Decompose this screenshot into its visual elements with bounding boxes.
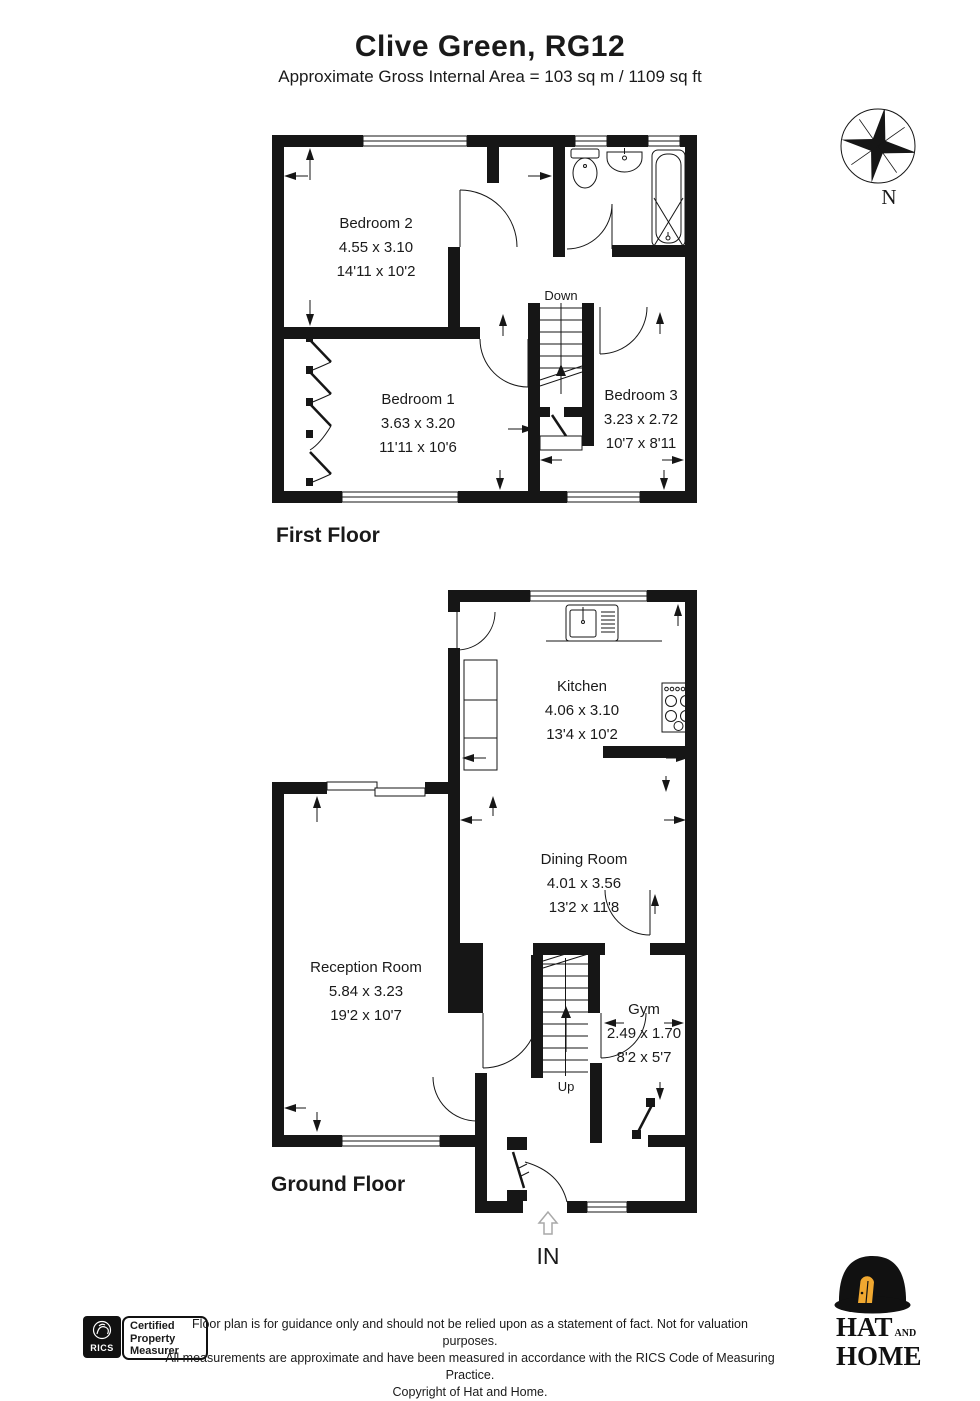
cert-line-1: Certified: [130, 1320, 175, 1332]
brand-hat-label: HAT: [836, 1312, 893, 1342]
disclaimer-line-3: Copyright of Hat and Home.: [392, 1385, 548, 1399]
kitchen-counter: [464, 660, 497, 770]
room-label-gym: Gym: [628, 1001, 660, 1018]
entrance-arrow-icon: [539, 1212, 557, 1234]
room-dim-metric-reception-room: 5.84 x 3.23: [328, 983, 404, 1000]
page-title: Clive Green, RG12: [354, 30, 626, 63]
toilet-icon: [571, 149, 599, 188]
rics-label: RICS: [90, 1343, 114, 1353]
entrance: [537, 1212, 560, 1269]
disclaimer-line-2: All measurements are approximate and have been measured in accordance with the RICS Code of Measuring Practice.: [165, 1351, 775, 1382]
room-dim-metric-dining-room: 4.01 x 3.56: [546, 875, 622, 892]
room-label-kitchen: Kitchen: [556, 678, 608, 695]
rics-logo: [83, 1316, 121, 1358]
disclaimer: [165, 1316, 775, 1401]
room-label-reception-room: Reception Room: [310, 959, 422, 976]
hat-and-home-logo-text: [836, 1312, 922, 1372]
page-subtitle: Approximate Gross Internal Area = 103 sq m / 1109 sq ft: [278, 67, 702, 86]
sink-icon: [607, 148, 642, 172]
room-dim-imperial-reception-room: 19'2 x 10'7: [330, 1007, 402, 1024]
room-dim-metric-bedroom3: 3.23 x 2.72: [603, 411, 679, 428]
room-dim-imperial-bedroom3: 10'7 x 8'11: [605, 435, 677, 452]
room-dim-metric-bedroom2: 4.55 x 3.10: [338, 239, 414, 256]
cert-line-2: Property: [130, 1332, 176, 1345]
ground-floor-title: Ground Floor: [271, 1173, 406, 1196]
room-dim-imperial-bedroom2: 14'11 x 10'2: [336, 263, 416, 280]
brand-home-label: HOME: [836, 1341, 922, 1371]
kitchen-sink-icon: [546, 605, 662, 641]
room-dim-imperial-kitchen: 13'4 x 10'2: [546, 726, 618, 743]
room-dim-metric-bedroom1: 3.63 x 3.20: [380, 415, 456, 432]
room-label-bedroom2: Bedroom 2: [339, 215, 413, 232]
room-dim-imperial-bedroom1: 11'11 x 10'6: [379, 439, 457, 456]
brand-and-label: AND: [894, 1328, 917, 1339]
stairs-first-floor: [540, 303, 582, 394]
entrance-in-label: IN: [536, 1243, 560, 1269]
room-dim-metric-gym: 2.49 x 1.70: [606, 1025, 682, 1042]
room-label-dining-room: Dining Room: [540, 851, 628, 868]
first-floor-plan: [272, 135, 697, 547]
bathtub-icon: [652, 150, 685, 247]
wardrobe-doors: [306, 334, 331, 486]
bathroom-fixtures: [571, 148, 685, 247]
ground-floor-walls: [272, 590, 697, 1213]
cert-line-3: Measurer: [130, 1345, 179, 1357]
room-dim-metric-kitchen: 4.06 x 3.10: [544, 702, 620, 719]
stairs-up-label: Up: [557, 1079, 575, 1094]
stairs-ground-floor: [543, 947, 588, 1076]
room-label-bedroom1: Bedroom 1: [381, 391, 455, 408]
first-floor-title: First Floor: [276, 524, 380, 547]
compass-north-label: N: [881, 185, 897, 209]
ground-floor-plan: [271, 590, 697, 1269]
rear-door: [632, 1098, 655, 1139]
disclaimer-line-1: Floor plan is for guidance only and should not be relied upon as a statement of fact. Not for valuation purposes.: [192, 1317, 748, 1348]
compass-rose: [835, 103, 921, 209]
room-dim-imperial-gym: 8'2 x 5'7: [616, 1049, 672, 1066]
stairs-down-label: Down: [544, 288, 578, 303]
room-label-bedroom3: Bedroom 3: [604, 387, 678, 404]
room-dim-imperial-dining-room: 13'2 x 11'8: [548, 899, 620, 916]
bowler-hat-icon: [835, 1256, 911, 1314]
